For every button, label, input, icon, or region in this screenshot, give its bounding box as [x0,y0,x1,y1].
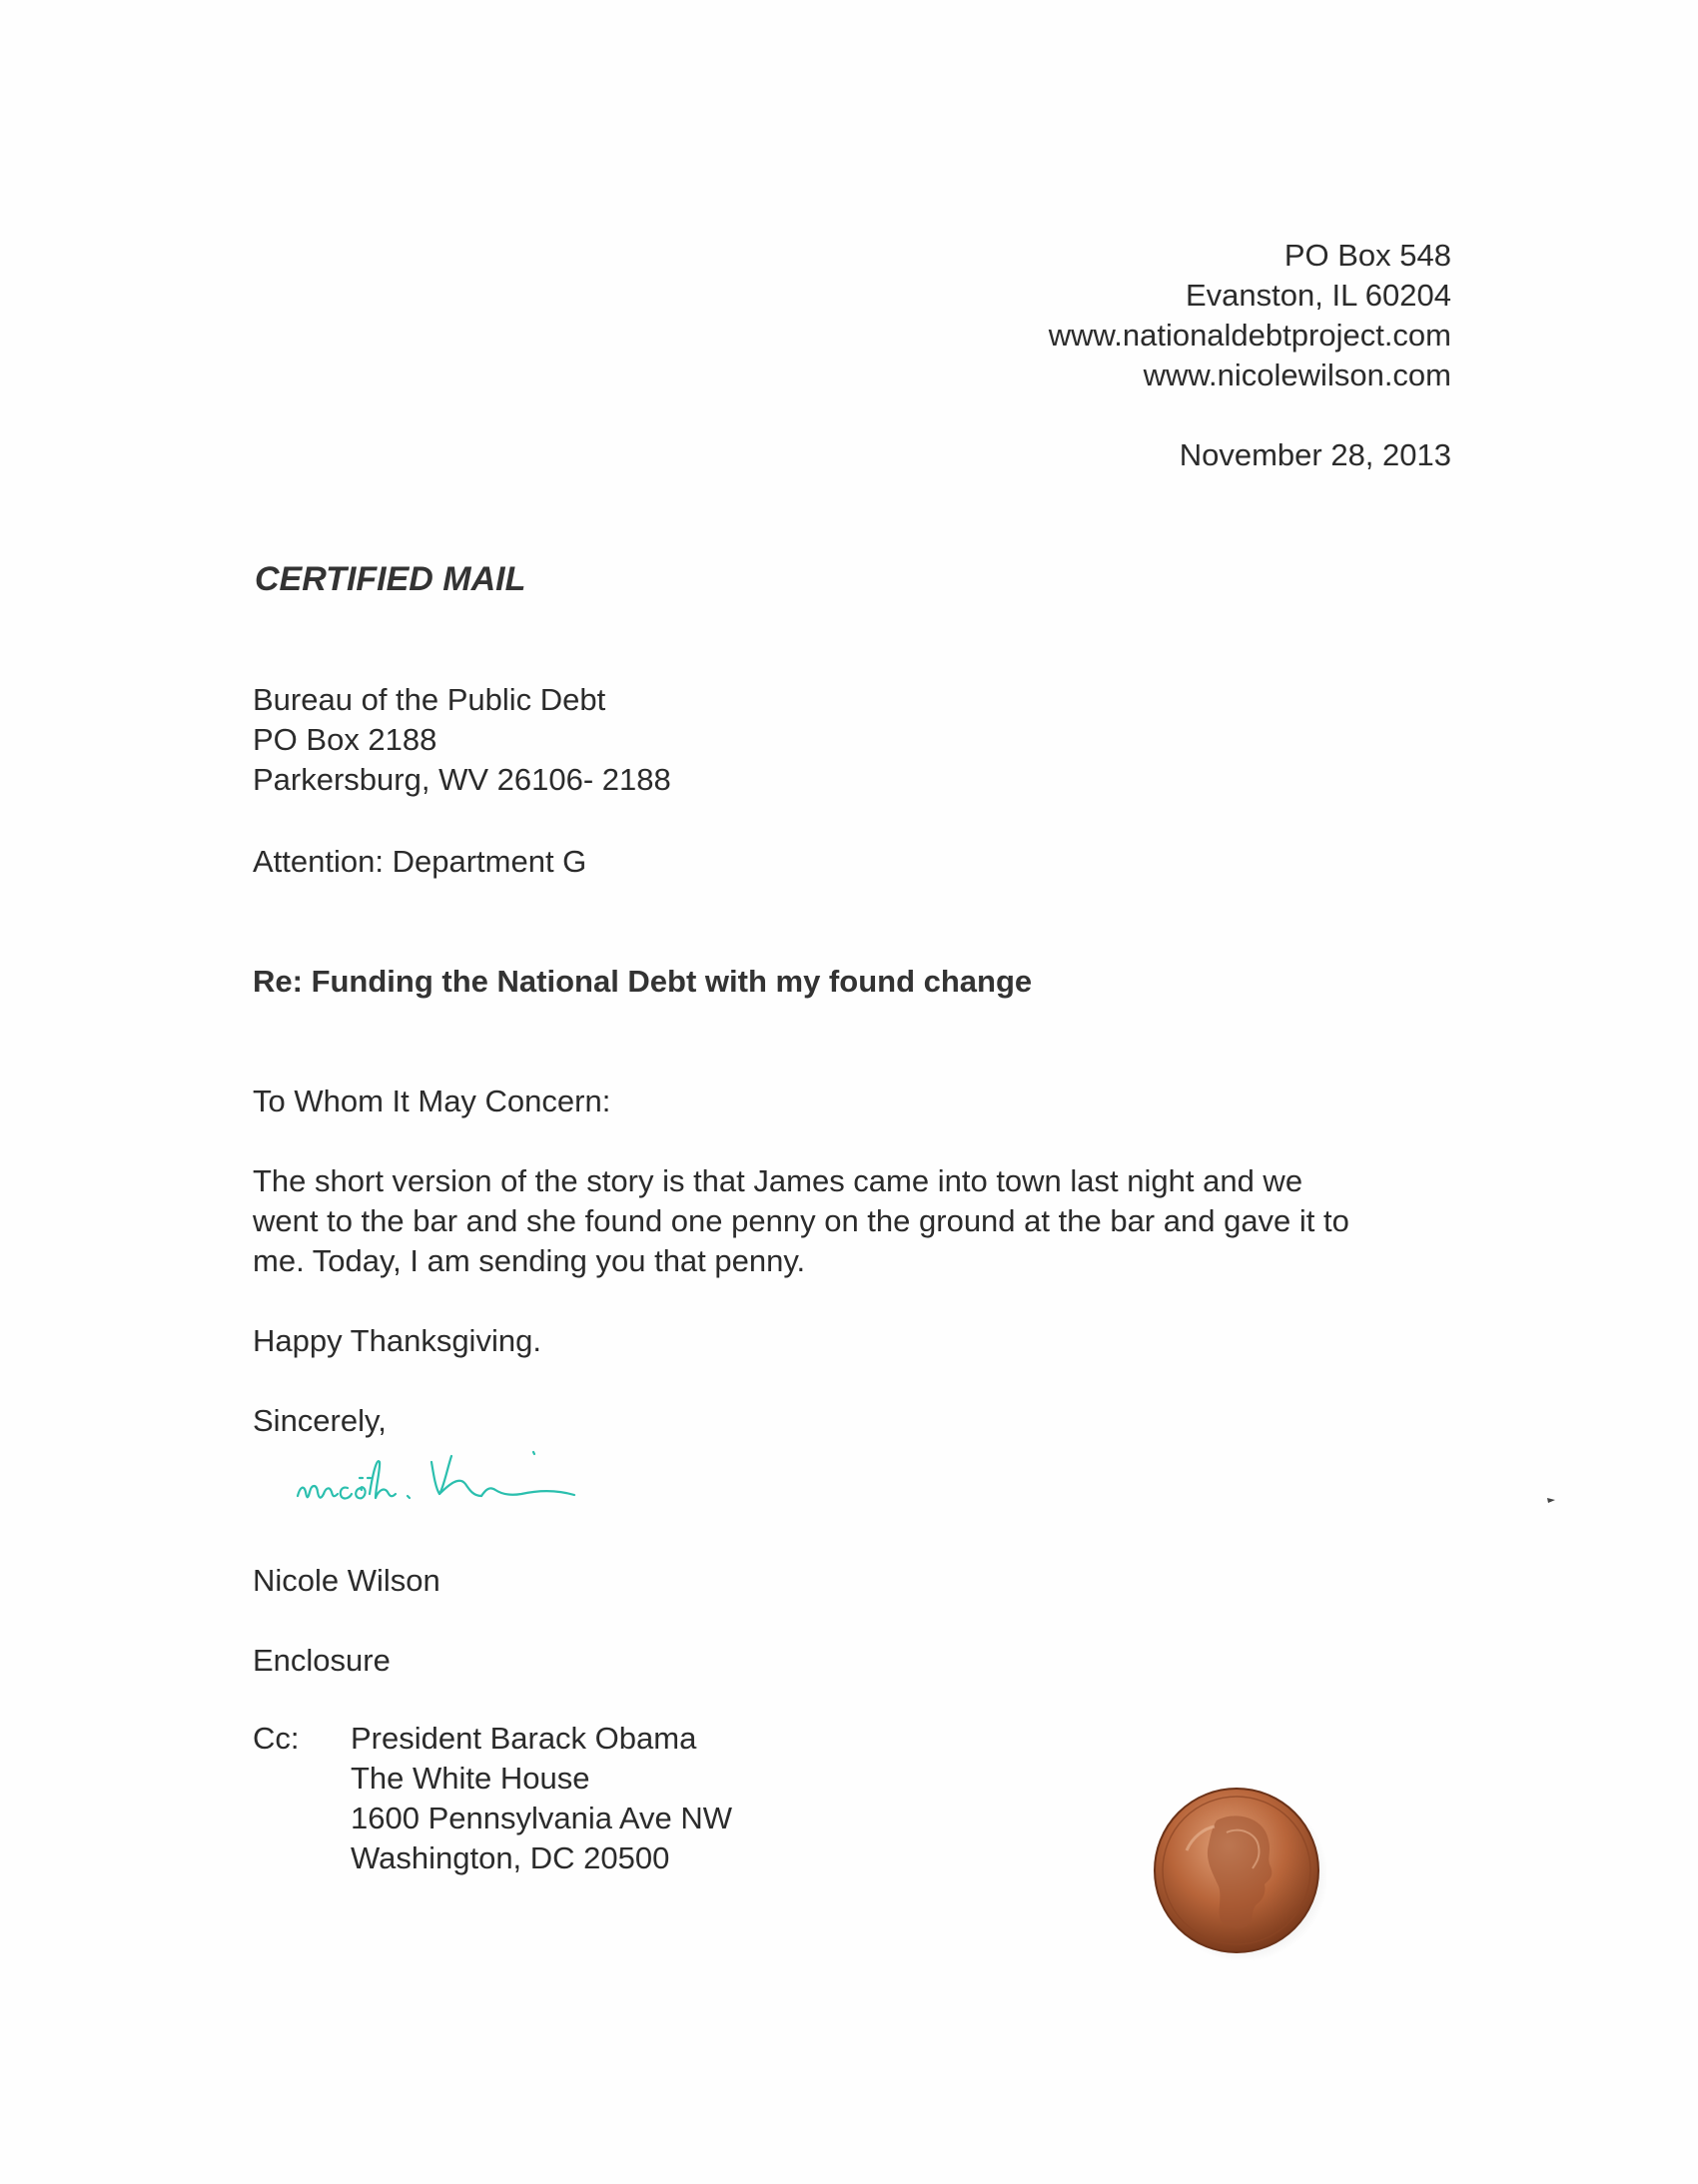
scan-speck [1546,1496,1556,1504]
signature-stroke [356,1487,365,1498]
recipient-address-line-2: Parkersburg, WV 26106- 2188 [253,762,671,797]
delivery-method: CERTIFIED MAIL [255,560,526,598]
handwritten-signature [290,1428,669,1518]
penny-coin-image [1147,1781,1326,1960]
signature-stroke [439,1481,481,1496]
signature-stroke [533,1452,534,1454]
cc-line: President Barack Obama [351,1721,697,1756]
enclosure-note: Enclosure [253,1643,391,1678]
cc-label: Cc: [253,1721,300,1756]
body-paragraph [253,1161,1451,1281]
subject-line: Re: Funding the National Debt with my found change [253,964,1033,999]
sender-website-1: www.nationaldebtproject.com [1048,318,1451,353]
recipient-name: Bureau of the Public Debt [253,682,606,717]
sender-address-line-2: Evanston, IL 60204 [1186,278,1451,313]
body-line: went to the bar and she found one penny on the ground at the bar and gave it to [253,1203,1349,1238]
signature-stroke [341,1488,352,1499]
signature-stroke [431,1456,451,1494]
recipient-address-line-1: PO Box 2188 [253,722,437,757]
cc-line: 1600 Pennsylvania Ave NW [351,1801,732,1835]
signature-stroke [481,1488,574,1496]
letter-date: November 28, 2013 [1179,437,1451,472]
sender-address-line-1: PO Box 548 [1283,238,1451,273]
cc-line: Washington, DC 20500 [351,1840,670,1875]
signature-stroke [298,1486,324,1498]
signer-name: Nicole Wilson [253,1563,440,1598]
signature-stroke [370,1461,396,1498]
sender-address-block [752,236,1451,395]
salutation: To Whom It May Concern: [253,1084,611,1118]
cc-line: The White House [351,1761,590,1796]
recipient-address-block [253,680,671,800]
signature-stroke [324,1488,338,1496]
attention-line: Attention: Department G [253,844,587,879]
body-line: me. Today, I am sending you that penny. [253,1243,806,1278]
sender-website-2: www.nicolewilson.com [1143,358,1451,392]
signature-stroke [408,1496,410,1498]
body-line: The short version of the story is that James came into town last night and we [253,1163,1303,1198]
cc-address-block [351,1719,732,1878]
closing-greeting: Happy Thanksgiving. [253,1323,541,1358]
closing: Sincerely, [253,1403,387,1438]
